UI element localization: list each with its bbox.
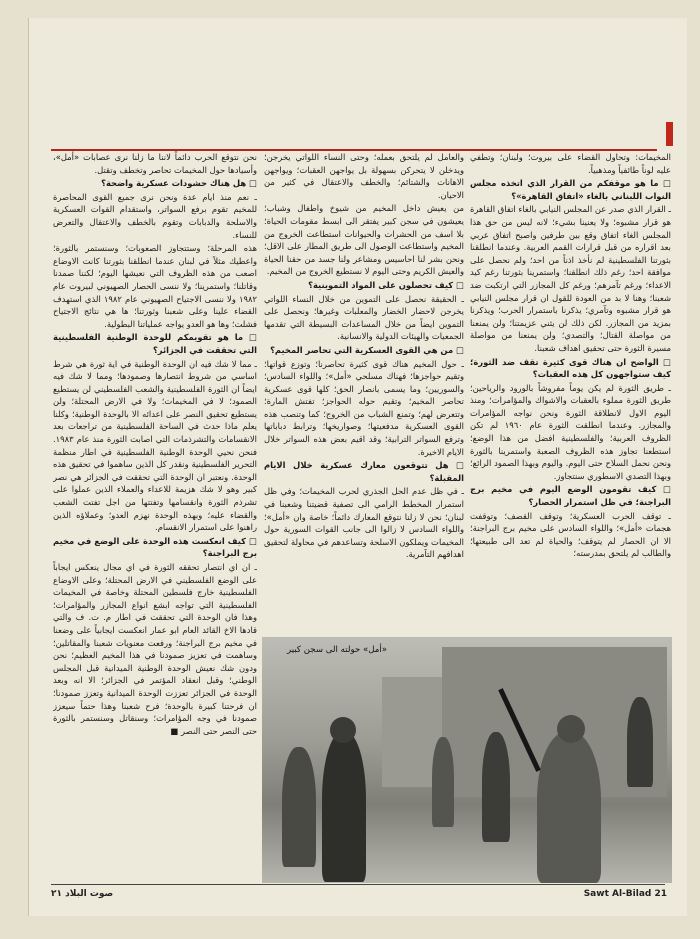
question: □ هل تتوقعون معارك عسكرية خلال الايام المقبلة؟ xyxy=(264,460,464,483)
text-column-left xyxy=(53,151,257,886)
question: □ كيف تحصلون على المواد التموينية؟ xyxy=(308,279,464,290)
text-column-right xyxy=(470,151,671,586)
paragraph: ـ ان اي انتصار تحققه الثورة في اي مجال ينعكس ايجاباً على الوضع الفلسطيني في الارض المحتلة؛ وعلى الاوضاع الفلسطينية خارج فلسطين المحتلة وخاصة في المخيمات الفلسطينية التي تواجه ابشع انواع المجازر والمؤامرات؛ وهذا فان الوحدة التي تحققت في اطار م. ت. ف والتي قادها الاخ القائد العام ابو عمار انعكست ايجابياً على وضعنا في مخيم برج البراجنة؛ ورفعت معنويات شعبنا والمقاتلين؛ وساهمت في تعزيز صمودنا في هذا المخيم العظيم؛ نحن ودون شك نعيش الوحدة الوطنية الميدانية قبل المجلس الوطني؛ وقبل انعقاد المؤتمر في الجزائر؛ الا انه وبعد الوحدة في الجزائر تعززت الوحدة الميدانية وتعزز صمودنا؛ ان فرحتنا كبيرة بالوحدة؛ فرح شعبنا وهذا حتماً سيعزز صمودنا في وجه المؤامرات؛ وسنقاتل وسنستمر بالثورة حتى النصر حتى النصر ■ xyxy=(53,562,257,736)
footer-latin-page-label: Sawt Al-Bilad 21 xyxy=(583,889,667,899)
paragraph: ـ الحقيقة نحصل على التموين من خلال النساء اللواتي يخرجن لاحضار الخضار والمعلبات وغيرها؛ ونحصل على التموين ايضاً من خلال المساعدات البسيطة التي تقدمها الجمعيات والهيئات الدولية والانسانية. xyxy=(264,293,464,342)
question: □ الواضح ان هناك قوى كثيرة تقف ضد الثورة؛ كيف ستواجهون كل هذه العقبات؟ xyxy=(470,356,671,380)
paragraph: هذه المرحلة؛ وستتجاوز الصعوبات؛ وسنستمر بالثورة؛ واعطيك مثلاً في لبنان عندما انطلقنا بثورتنا كانت الاوضاع اصعب من هذه الظروف التي نعيشها اليوم؛ لكننا صمدنا وقاتلنا؛ واستمرينا؛ ولا ننسى الحصار الصهيوني لبيروت عام ١٩٨٢ ولا ننسى الاجتياح الصهيوني عام ١٩٨٢ الذي استهدف القضاء علينا وعلى شعبنا وثورتنا؛ ها هي نتائج الاجتياح فشلت؛ وها هو العدو يواجه عملياتنا البطولية. xyxy=(53,243,257,329)
paragraph: ـ في ظل عدم الحل الجذري لحرب المخيمات؛ وفي ظل استمرار المخطط الرامي الى تصفية قضيتنا وشعبنا في لبنان؛ نحن لا زلنا نتوقع المعارك دائماً؛ خاصة وان «أمل»؛ واللواء السادس لا زالوا الى جانب القوات السورية حول المخيمات ويملكون الاسلحة وتساعدهم في محاولة لتحقيق اهدافهم التآمرية. xyxy=(264,486,464,560)
fighter-figure xyxy=(322,732,366,882)
question: □ كيف تقومون الوضع اليوم في مخيم برج البراجنة؛ في ظل استمرار الحصار؟ xyxy=(470,484,671,508)
magazine-page xyxy=(28,18,687,916)
paragraph: ـ نعم منذ ايام عدة ونحن نرى جميع القوى المحاصرة للمخيم تقوم برفع السواتر، واستقدام القوات العسكرية والاسلحة والدبابات وتقوم بالخطف والاعتقال والتعرض للنساء. xyxy=(53,191,257,240)
question: □ كيف انعكست هذه الوحدة على الوضع في مخيم برج البراجنة؟ xyxy=(53,535,257,559)
photo-caption: «أمل» حولته الى سجن كبير xyxy=(287,645,387,655)
question: □ من هي القوى العسكرية التي تحاصر المخيم؟ xyxy=(270,344,464,355)
question: □ ما هو موقفكم من القرار الذي اتخذه مجلس النواب اللبناني بالغاء «اتفاق القاهرة»؟ xyxy=(470,178,671,201)
text-column-middle xyxy=(264,151,464,639)
paragraph: والعامل لم يلتحق بعمله؛ وحتى النساء اللواتي يخرجن؛ ويدخلن لا يتحركن بسهولة بل يواجهن العقبات؛ ويواجهن الاهانات والشتائم؛ والخطف والاعتقال في كثير من الاحيان. xyxy=(264,152,464,200)
question: □ هل هناك حشودات عسكرية واضحة؟ xyxy=(101,178,257,189)
question: □ ما هو تقويمكم للوحدة الوطنية الفلسطينية التي تحققت في الجزائر؟ xyxy=(53,332,257,355)
fighter-figure xyxy=(282,747,316,867)
paragraph: ـ توقف الحرب العسكرية؛ وتوقف القصف؛ وتوقفت هجمات «أمل»؛ واللواء السادس على مخيم برج البراجنة؛ الا ان الحصار لم يتوقف؛ والحياة لم تعد الى طبيعتها؛ والطالب لم يلتحق بمدرسته؛ xyxy=(470,510,671,559)
footer-rule xyxy=(51,884,665,885)
paragraph: ـ مما لا شك فيه ان الوحدة الوطنية في اية ثورة هي شرط اساسي من شروط انتصارها وصمودها؛ ومما لا شك فيه ايضاً ان الثورة الفلسطينية والشعب الفلسطيني لن يستطيع الصمود؛ لا في المخيمات؛ ولا في الارض المحتلة؛ ولن يستطيع تحقيق النصر على اعدائه الا بالوحدة الوطنية؛ وكلنا يعلم ماذا حدث في الساحة الفلسطينية من تراجعات بعد الانقسامات والتشرذمات التي اصابت الثورة منذ عام ١٩٨٣. فنحن نحيي الوحدة الوطنية الفلسطينية في اطار منظمة التحرير الفلسطينية ونقدر كل الذين ساهموا في تحقيق هذه الوحدة. ونعتبر ان الوحدة التي تحققت في الجزائر هي نصر كبير وهو لا شك هزيمة للاعداء والعملاء الذين عملوا على تشرذم الثورة وانقسامها وتفتتها من اجل تفتت الشعب والقضاء عليه؛ وبهذه الوحدة نهزم العدو؛ وعملاؤه الذين راهنوا على استمرار الانقسام. xyxy=(53,358,257,533)
paragraph: نحن نتوقع الحرب دائماً لاننا ما زلنا نرى عصابات «أمل»، وأسيادها حول المخيمات تحاصر وتخطف وتقتل. xyxy=(53,152,257,175)
fighter-head xyxy=(557,715,585,743)
paragraph: ـ طريق الثورة لم يكن يوماً مفروشاً بالورود والرياحين؛ طريق الثورة مملوء بالعقبات والاشواك والمؤامرات؛ ومنذ اليوم الاول لانطلاقة الثورة ونحن نواجه المؤامرات والمجازر. وعندما انطلقت الثورة عام ١٩٦٠ لم تكن الظروف العربية؛ والفلسطينية افضل من هذا الوضع؛ استطعنا تجاوز هذه الظروف الصعبة واستمرينا بالثورة ونحن نحمل السلاح حتى اليوم. واليوم وبهذا الصمود الرائع؛ وبهذا التصدي الاسطوري سنتجاوز. xyxy=(470,382,671,481)
militia-photo xyxy=(262,637,672,883)
fighter-head xyxy=(330,717,356,743)
paragraph: من يعيش داخل المخيم من شيوخ واطفال وشباب؛ يعيشون في سجن كبير يفتقر الى ابسط مقومات الحياة؛ بلا اسف من الحشرات والحيوانات استطاعت الخروج من المخيم واستطاعت الوصول الى طريق المطار على الاقل؛ ونحن بشر لنا احاسيس ومشاعر ولنا جسد من حقنا الحياة والعيش الكريم وحتى اليوم لا نستطيع الخروج من المخيم. xyxy=(264,203,464,277)
paragraph: ـ القرار الذي صدر عن المجلس النيابي بالغاء اتفاق القاهرة هو قرار مشبوه؛ ولا يعنينا بشيء؛ لانه ليس من حق هذا المجلس الغاء اتفاق وقع بين طرفين واصبح اتفاق عربي بعد اقراره من قبل قرارات القمم العربية. وعندما انطلقنا بثورتنا الفلسطينية لم نأخذ اذناً من احد؛ ولم نحصل على موافقة احد؛ رغم ذلك انطلقنا؛ واستمرينا بثورتنا رغم كيد الاعداء؛ ورغم تآمرهم؛ ورغم كل المجازر التي ارتكبت ضد شعبنا؛ وهنا لا بد من العودة للقول ان قرار مجلس النيابي هو قرار مشبوه وتآمري؛ يذكرنا باستمرار الحرب؛ ويذكرنا بمزيد من المجازر. لكن ذلك لن يثني عزيمتنا؛ ولن يمنعنا من مواصلة القتال؛ والتصدي؛ ولن يمنعنا من مواصلة مسيرة الثورة حتى تحقيق اهداف شعبنا. xyxy=(470,204,671,353)
fighter-figure xyxy=(627,697,653,787)
footer-arabic-page-label: صوت البلاد ٢١ xyxy=(51,889,114,899)
fighter-figure xyxy=(482,732,510,842)
paragraph: ـ حول المخيم هناك قوى كثيرة تحاصرنا؛ وتوزع قواتها؛ وتقيم حواجزها؛ فهناك مسلحي «أمل»؛ واللواء السادس؛ والسوريين؛ وما يسمى بانصار الحق؛ كلها قوى عسكرية تحاصر المخيم؛ وتقيم حوله الحواجز؛ تفتش المارة؛ وتتعرض لهم؛ وتمنع الشباب من الخروج؛ كما وتنصب هذه القوى العسكرية مدفعيتها؛ وصواريخها؛ وترابط دباباتها وترفع السواتر الترابية؛ وقد اقيم بعض هذه السواتر خلال الايام الاخيرة. xyxy=(264,358,464,457)
fighter-figure xyxy=(537,732,601,883)
fighter-figure xyxy=(432,737,454,827)
red-corner-mark xyxy=(666,122,673,146)
paragraph: المخيمات: وتحاول القضاء على بيروت؛ ولبنان؛ وتطفي عليه لوناً طائفياً ومذهبياً. xyxy=(470,152,671,175)
